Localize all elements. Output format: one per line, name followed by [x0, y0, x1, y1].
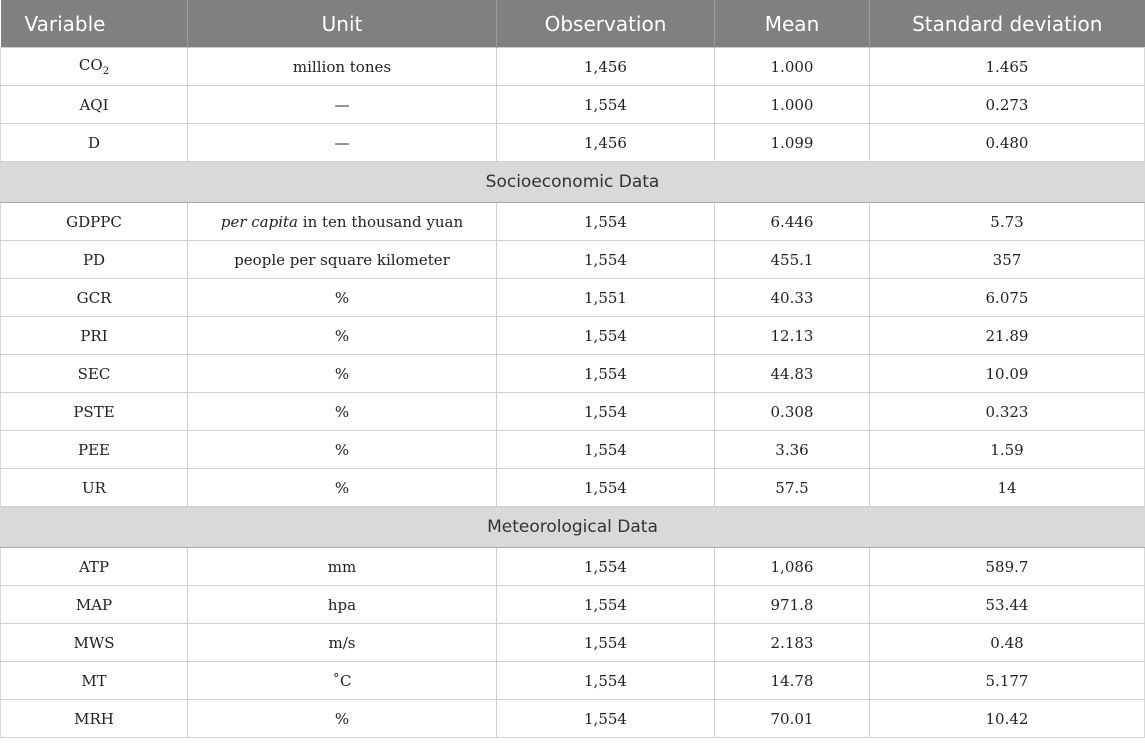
- cell-unit: %: [188, 355, 497, 393]
- cell-mean: 455.1: [715, 241, 870, 279]
- cell-variable: SEC: [1, 355, 188, 393]
- cell-variable: D: [1, 124, 188, 162]
- cell-standard-deviation: 0.273: [870, 86, 1145, 124]
- cell-unit: mm: [188, 548, 497, 586]
- cell-mean: 70.01: [715, 700, 870, 738]
- cell-variable: PRI: [1, 317, 188, 355]
- cell-variable: UR: [1, 469, 188, 507]
- cell-variable: PEE: [1, 431, 188, 469]
- cell-observation: 1,554: [497, 469, 715, 507]
- cell-variable: ATP: [1, 548, 188, 586]
- table-row: [1, 431, 1145, 469]
- cell-unit: %: [188, 700, 497, 738]
- cell-standard-deviation: 357: [870, 241, 1145, 279]
- cell-unit: people per square kilometer: [188, 241, 497, 279]
- cell-mean: 6.446: [715, 203, 870, 241]
- cell-observation: 1,554: [497, 317, 715, 355]
- cell-unit: %: [188, 469, 497, 507]
- table-row: [1, 124, 1145, 162]
- header-row: [1, 0, 1145, 48]
- cell-unit: %: [188, 317, 497, 355]
- variable-text: CO: [78, 56, 103, 74]
- cell-standard-deviation: 10.09: [870, 355, 1145, 393]
- cell-unit: ˚C: [188, 662, 497, 700]
- section-row-meteorological: [1, 507, 1145, 548]
- header-unit: Unit: [188, 0, 497, 48]
- table-row: [1, 586, 1145, 624]
- cell-standard-deviation: 14: [870, 469, 1145, 507]
- cell-observation: 1,554: [497, 431, 715, 469]
- cell-unit: [188, 203, 497, 241]
- header-mean: Mean: [715, 0, 870, 48]
- table-body: [1, 48, 1145, 738]
- cell-variable: PD: [1, 241, 188, 279]
- cell-mean: 3.36: [715, 431, 870, 469]
- cell-mean: 57.5: [715, 469, 870, 507]
- table-row: [1, 317, 1145, 355]
- cell-observation: 1,554: [497, 624, 715, 662]
- cell-mean: 12.13: [715, 317, 870, 355]
- cell-observation: 1,554: [497, 86, 715, 124]
- cell-variable: [1, 48, 188, 86]
- cell-standard-deviation: 0.48: [870, 624, 1145, 662]
- table-header: [1, 0, 1145, 48]
- cell-standard-deviation: 6.075: [870, 279, 1145, 317]
- table-row: [1, 355, 1145, 393]
- cell-unit: m/s: [188, 624, 497, 662]
- table-row: [1, 48, 1145, 86]
- cell-observation: 1,551: [497, 279, 715, 317]
- unit-text: in ten thousand yuan: [298, 212, 464, 231]
- cell-mean: 14.78: [715, 662, 870, 700]
- cell-variable: MAP: [1, 586, 188, 624]
- cell-unit: —: [188, 124, 497, 162]
- cell-mean: 2.183: [715, 624, 870, 662]
- cell-mean: 0.308: [715, 393, 870, 431]
- section-row-socioeconomic: [1, 162, 1145, 203]
- cell-observation: 1,554: [497, 241, 715, 279]
- cell-unit: —: [188, 86, 497, 124]
- cell-observation: 1,456: [497, 124, 715, 162]
- cell-mean: 1.000: [715, 48, 870, 86]
- cell-mean: 971.8: [715, 586, 870, 624]
- cell-variable: GCR: [1, 279, 188, 317]
- table-row: [1, 700, 1145, 738]
- cell-unit: %: [188, 431, 497, 469]
- header-standard-deviation: Standard deviation: [870, 0, 1145, 48]
- cell-standard-deviation: 589.7: [870, 548, 1145, 586]
- cell-standard-deviation: 0.323: [870, 393, 1145, 431]
- cell-standard-deviation: 0.480: [870, 124, 1145, 162]
- table-row: [1, 469, 1145, 507]
- cell-variable: PSTE: [1, 393, 188, 431]
- cell-standard-deviation: 1.465: [870, 48, 1145, 86]
- table-row: [1, 662, 1145, 700]
- table-row: [1, 624, 1145, 662]
- cell-observation: 1,456: [497, 48, 715, 86]
- header-observation: Observation: [497, 0, 715, 48]
- cell-variable: MWS: [1, 624, 188, 662]
- cell-observation: 1,554: [497, 700, 715, 738]
- cell-observation: 1,554: [497, 355, 715, 393]
- cell-observation: 1,554: [497, 393, 715, 431]
- table-row: [1, 86, 1145, 124]
- table-row: [1, 241, 1145, 279]
- cell-variable: AQI: [1, 86, 188, 124]
- cell-variable: MT: [1, 662, 188, 700]
- cell-observation: 1,554: [497, 586, 715, 624]
- cell-standard-deviation: 5.73: [870, 203, 1145, 241]
- unit-italic-text: per capita: [220, 212, 298, 231]
- cell-mean: 40.33: [715, 279, 870, 317]
- cell-observation: 1,554: [497, 548, 715, 586]
- table-row: [1, 393, 1145, 431]
- cell-variable: MRH: [1, 700, 188, 738]
- cell-unit: %: [188, 279, 497, 317]
- cell-standard-deviation: 1.59: [870, 431, 1145, 469]
- cell-mean: 1.000: [715, 86, 870, 124]
- table-row: [1, 279, 1145, 317]
- section-title-meteorological: Meteorological Data: [1, 507, 1145, 548]
- cell-unit: million tones: [188, 48, 497, 86]
- cell-standard-deviation: 5.177: [870, 662, 1145, 700]
- cell-mean: 44.83: [715, 355, 870, 393]
- header-variable: Variable: [1, 0, 188, 48]
- cell-unit: hpa: [188, 586, 497, 624]
- table-row: [1, 548, 1145, 586]
- section-title-socioeconomic: Socioeconomic Data: [1, 162, 1145, 203]
- cell-standard-deviation: 53.44: [870, 586, 1145, 624]
- cell-standard-deviation: 10.42: [870, 700, 1145, 738]
- cell-observation: 1,554: [497, 203, 715, 241]
- variable-subscript: 2: [102, 66, 110, 77]
- table-row: [1, 203, 1145, 241]
- cell-observation: 1,554: [497, 662, 715, 700]
- cell-variable: GDPPC: [1, 203, 188, 241]
- cell-mean: 1,086: [715, 548, 870, 586]
- cell-mean: 1.099: [715, 124, 870, 162]
- cell-standard-deviation: 21.89: [870, 317, 1145, 355]
- cell-unit: %: [188, 393, 497, 431]
